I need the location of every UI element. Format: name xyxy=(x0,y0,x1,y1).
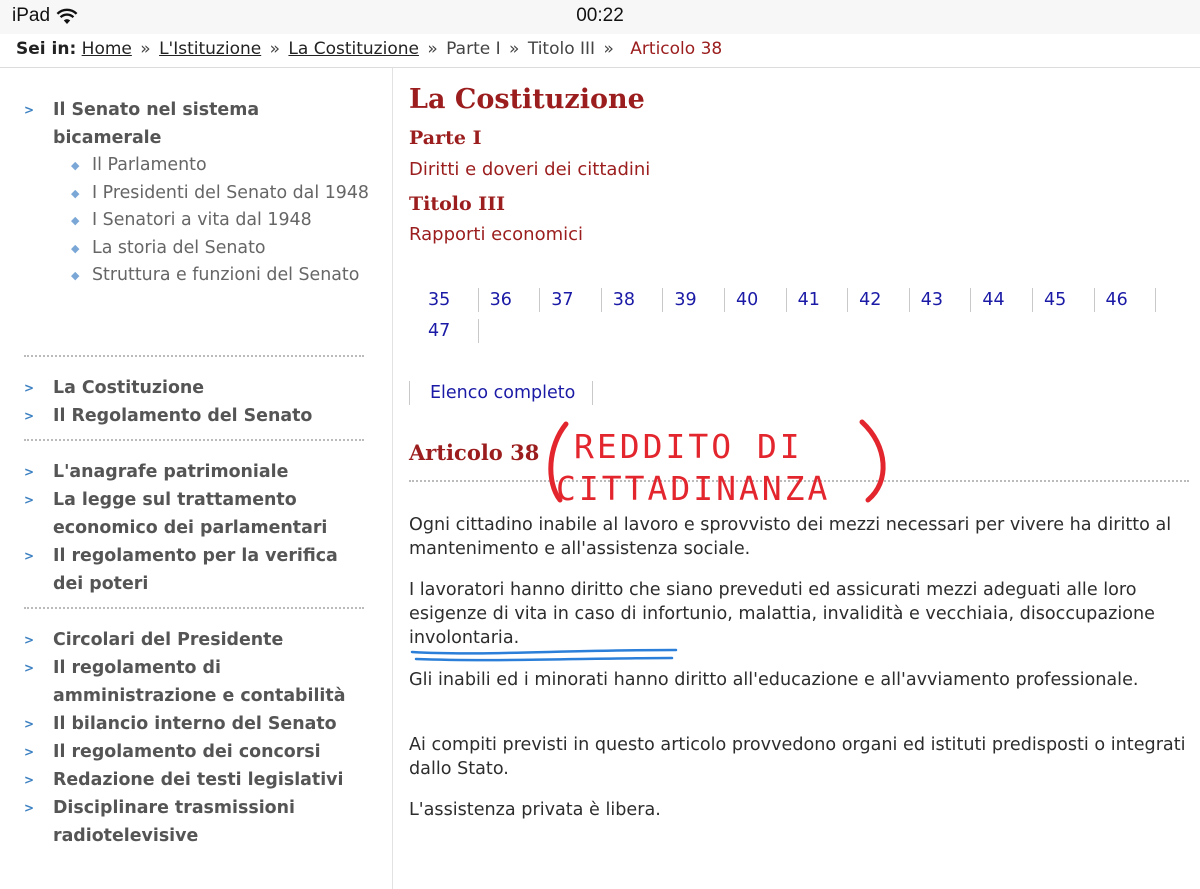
sidebar-subitem-parlamento[interactable]: ◆ Il Parlamento xyxy=(24,152,369,180)
article-link-43[interactable]: 43 xyxy=(910,288,972,312)
article-paragraph-5: L'assistenza privata è libera. xyxy=(409,800,661,820)
blue-underline-mark xyxy=(412,650,676,660)
breadcrumb-separator: » xyxy=(140,39,151,59)
article-link-42[interactable]: 42 xyxy=(848,288,910,312)
sidebar-divider xyxy=(24,439,364,441)
elenco-completo-link[interactable]: Elenco completo xyxy=(409,381,593,405)
sidebar-subitem-struttura[interactable]: ◆ Struttura e funzioni del Senato xyxy=(24,262,369,290)
sidebar-item-costituzione[interactable]: > La Costituzione xyxy=(24,374,369,402)
sidebar-item-concorsi[interactable]: > Il regolamento dei concorsi xyxy=(24,738,369,766)
sidebar-item-trattamento[interactable]: > La legge sul trattamento economico dei parlamentari xyxy=(24,486,369,542)
article-nav xyxy=(417,288,1156,312)
parte-label: Parte I xyxy=(409,127,482,149)
breadcrumb-costituzione[interactable]: La Costituzione xyxy=(288,39,419,59)
sidebar-subitem-storia[interactable]: ◆ La storia del Senato xyxy=(24,235,369,263)
titolo-label: Titolo III xyxy=(409,193,505,215)
breadcrumb-istituzione[interactable]: L'Istituzione xyxy=(159,39,262,59)
chevron-right-icon: > xyxy=(24,103,35,117)
article-link-46[interactable]: 46 xyxy=(1095,288,1157,312)
annotation-line-1: REDDITO DI xyxy=(574,427,803,466)
highlighted-phrase: disoccupazione involontaria xyxy=(409,604,1155,648)
sidebar-item-radiotelevisive[interactable]: > Disciplinare trasmissioni radiotelevisive xyxy=(24,794,369,850)
breadcrumb-current: Articolo 38 xyxy=(630,39,723,59)
article-link-36[interactable]: 36 xyxy=(479,288,541,312)
article-link-44[interactable]: 44 xyxy=(971,288,1033,312)
chevron-right-icon: > xyxy=(24,633,35,647)
device-name: iPad xyxy=(12,5,51,26)
chevron-right-icon: > xyxy=(24,801,35,815)
sidebar-subitem-senatori-vita[interactable]: ◆ I Senatori a vita dal 1948 xyxy=(24,207,369,235)
bullet-icon: ◆ xyxy=(71,269,80,282)
sidebar-item-circolari[interactable]: > Circolari del Presidente xyxy=(24,626,369,654)
bullet-icon: ◆ xyxy=(71,241,80,255)
sidebar-group-senato xyxy=(24,96,369,290)
article-paragraph-3: Gli inabili ed i minorati hanno diritto all'educazione e all'avviamento professionale. xyxy=(409,670,1139,690)
sidebar-divider xyxy=(24,607,364,609)
article-paragraph-2: I lavoratori hanno diritto che siano preveduti ed assicurati mezzi adeguati alle loro esigenze di vita in caso di infortunio, malattia, invalidità e vecchiaia, disoccupazione involontaria. xyxy=(409,580,1155,648)
titolo-title: Rapporti economici xyxy=(409,224,584,245)
chevron-right-icon: > xyxy=(24,549,35,563)
sidebar-group-anagrafe xyxy=(24,458,369,598)
article-paragraph-4: Ai compiti previsti in questo articolo provvedono organi ed istituti predisposti o integrati dallo Stato. xyxy=(409,735,1186,779)
sidebar-group-circolari xyxy=(24,626,369,850)
article-link-39[interactable]: 39 xyxy=(663,288,725,312)
sidebar xyxy=(0,68,393,889)
left-bracket-mark xyxy=(551,424,566,500)
article-link-47[interactable]: 47 xyxy=(417,319,479,343)
article-divider xyxy=(409,480,1189,482)
chevron-right-icon: > xyxy=(24,465,35,479)
breadcrumb-separator: » xyxy=(269,39,281,59)
chevron-right-icon: > xyxy=(24,409,35,423)
bullet-icon: ◆ xyxy=(71,159,80,172)
right-bracket-mark xyxy=(862,422,883,500)
breadcrumb xyxy=(16,39,722,59)
article-link-41[interactable]: 41 xyxy=(787,288,849,312)
parte-title: Diritti e doveri dei cittadini xyxy=(409,159,651,180)
sidebar-item-senato-bicamerale[interactable]: > Il Senato nel sistema bicamerale xyxy=(24,96,369,152)
status-time: 00:22 xyxy=(576,5,624,26)
sidebar-subitem-presidenti[interactable]: ◆ I Presidenti del Senato dal 1948 xyxy=(24,180,369,208)
sidebar-divider xyxy=(24,355,364,357)
breadcrumb-lead: Sei in: xyxy=(16,39,77,59)
chevron-right-icon: > xyxy=(24,773,35,787)
breadcrumb-separator: » xyxy=(427,39,438,59)
breadcrumb-home[interactable]: Home xyxy=(81,39,132,59)
sidebar-item-regolamento-senato[interactable]: > Il Regolamento del Senato xyxy=(24,402,369,430)
article-link-38[interactable]: 38 xyxy=(602,288,664,312)
chevron-right-icon: > xyxy=(24,661,35,675)
status-bar xyxy=(0,0,1200,34)
page-title: La Costituzione xyxy=(409,84,645,115)
bullet-icon: ◆ xyxy=(71,186,80,200)
article-link-35[interactable]: 35 xyxy=(417,288,479,312)
sidebar-item-verifica-poteri[interactable]: > Il regolamento per la verifica dei poteri xyxy=(24,542,369,598)
chevron-right-icon: > xyxy=(24,717,35,731)
chevron-right-icon: > xyxy=(24,381,35,395)
sidebar-item-anagrafe[interactable]: > L'anagrafe patrimoniale xyxy=(24,458,369,486)
article-paragraph-1: Ogni cittadino inabile al lavoro e sprovvisto dei mezzi necessari per vivere ha diritto al mantenimento e all'assistenza sociale. xyxy=(409,515,1172,559)
breadcrumb-titolo: Titolo III xyxy=(527,39,596,59)
sidebar-item-redazione[interactable]: > Redazione dei testi legislativi xyxy=(24,766,369,794)
breadcrumb-separator: » xyxy=(603,39,614,59)
sidebar-group-costituzione xyxy=(24,374,369,430)
chevron-right-icon: > xyxy=(24,493,35,507)
chevron-right-icon: > xyxy=(24,745,35,759)
article-link-37[interactable]: 37 xyxy=(540,288,602,312)
breadcrumb-separator: » xyxy=(509,39,520,59)
breadcrumb-parte: Parte I xyxy=(446,39,501,59)
article-link-45[interactable]: 45 xyxy=(1033,288,1095,312)
article-link-40[interactable]: 40 xyxy=(725,288,787,312)
article-heading: Articolo 38 xyxy=(409,440,540,465)
annotation-line-2: CITTADINANZA xyxy=(556,469,831,508)
bullet-icon: ◆ xyxy=(71,214,80,227)
article-nav-row2 xyxy=(417,319,479,343)
sidebar-item-amministrazione[interactable]: > Il regolamento di amministrazione e contabilità xyxy=(24,654,369,710)
sidebar-item-bilancio[interactable]: > Il bilancio interno del Senato xyxy=(24,710,369,738)
